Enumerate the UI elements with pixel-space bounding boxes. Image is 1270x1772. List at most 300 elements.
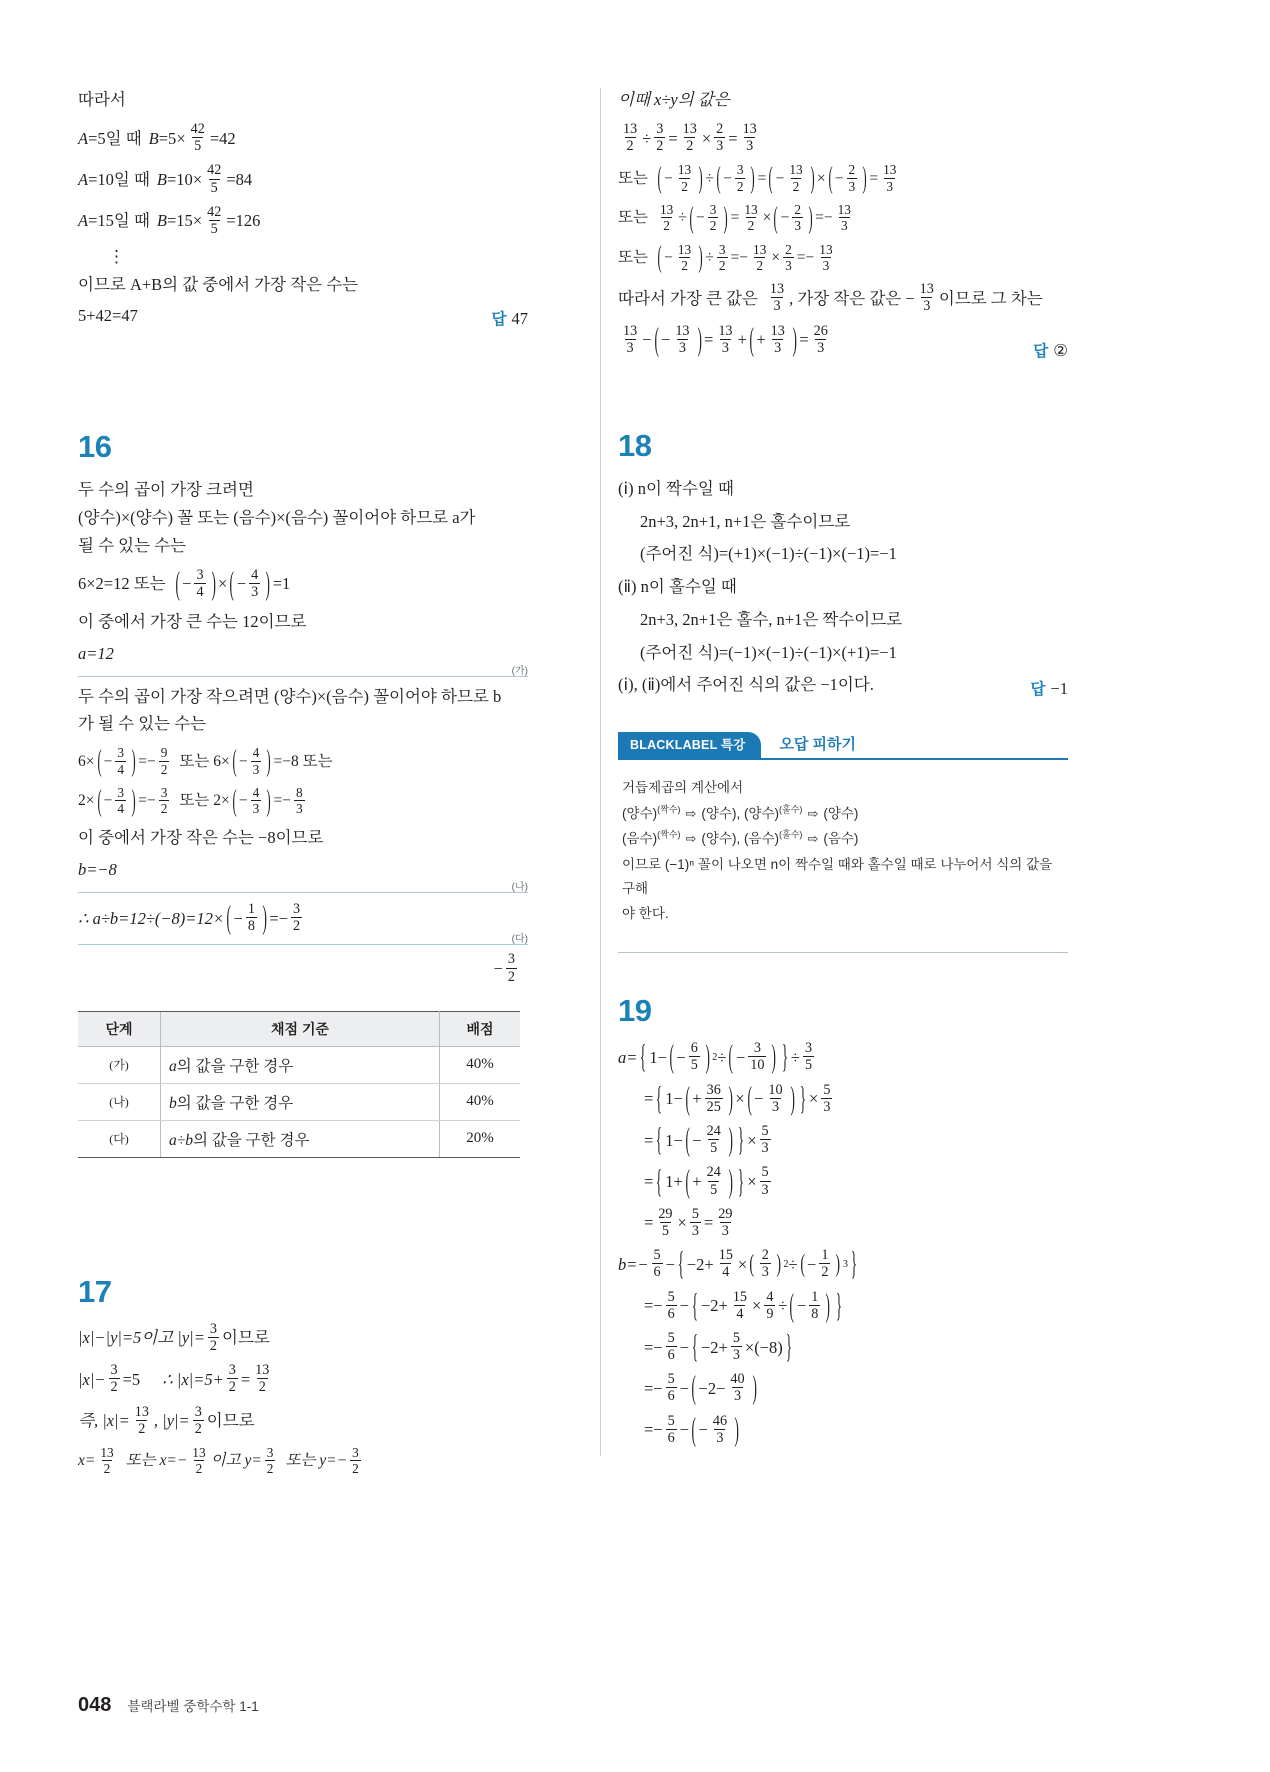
paren-close: ) [723, 200, 729, 235]
inner: −2+ [686, 1254, 714, 1274]
fraction: $\frac{3}{2}$ [507, 951, 515, 985]
problem-number: 18 [618, 427, 652, 463]
answer-label: 답 [1033, 342, 1049, 360]
paren-open: ( [790, 1285, 795, 1324]
paren-open: ( [799, 1248, 805, 1279]
var-B: B [156, 169, 167, 189]
paren-close: ) [734, 1409, 739, 1448]
alt-label: 또는 [618, 248, 648, 266]
paren-open: ( [768, 161, 774, 196]
op: = [799, 330, 809, 350]
fraction: $\frac{29}{3}$ [718, 1205, 733, 1239]
body-line: 거듭제곱의 계산에서 [622, 780, 744, 796]
cell-criterion [161, 1120, 440, 1157]
blacklabel-tab-label: BLACKLABEL 특강 [618, 732, 761, 758]
answer-tag [1033, 339, 1068, 361]
solution-text: 이 중에서 가장 큰 수는 12이므로 [78, 612, 307, 631]
tail: (−8) [754, 1337, 783, 1357]
inner: −2− [698, 1378, 726, 1398]
brace-close: } [799, 1078, 807, 1117]
op: = [704, 330, 714, 350]
rule-base: (양수) [622, 805, 658, 821]
lead: = [644, 1213, 654, 1233]
step-marker-da: (다) [511, 934, 528, 946]
rule-base: (양수) [743, 805, 780, 821]
paren-open: ( [657, 161, 662, 196]
fraction: $\frac{10}{3}$ [768, 1081, 783, 1115]
fraction: $\frac{13}{3}$ [742, 120, 757, 155]
cell-points: 40% [440, 1083, 521, 1120]
paren-close: ) [131, 783, 136, 818]
blacklabel-title: 오답 피하기 [779, 736, 857, 754]
table-row [78, 1120, 520, 1157]
fraction: $\frac{13}{3}$ [718, 322, 733, 356]
fraction: $\frac{3}{2}$ [160, 784, 168, 817]
fraction: $\frac{2}{3}$ [785, 241, 792, 273]
paren-open: ( [691, 1368, 696, 1407]
op: × [701, 128, 712, 148]
paren-close: ) [776, 1248, 781, 1279]
lead: =− [644, 1296, 663, 1316]
paren-open: ( [685, 1078, 690, 1117]
brace-close: } [738, 1119, 745, 1158]
brace-close: } [835, 1285, 843, 1324]
header-step: 단계 [78, 1011, 161, 1046]
paren-close: ) [790, 1078, 795, 1117]
rule-line-1: (양수)$^{(짝수)}$ ⇨ (양수), (양수)$^{(홀수)}$ ⇨ (양수) [622, 804, 859, 821]
blacklabel-header [618, 728, 1068, 758]
paren-close: ) [131, 744, 136, 779]
fraction: $\frac{42}{5}$ [207, 162, 222, 196]
paren-close: ) [266, 783, 271, 818]
inner: 1− [665, 1089, 683, 1109]
paren-open: ( [689, 200, 694, 235]
eq-part: 2× [78, 792, 95, 810]
cell-step: (다) [78, 1120, 161, 1157]
paren-open: ( [175, 563, 180, 602]
intro-text: 이때 x÷y의 값은 [618, 90, 730, 109]
fraction: $\frac{1}{2}$ [821, 1247, 829, 1281]
paren-open: ( [229, 563, 235, 602]
fraction: $\frac{3}{4}$ [117, 745, 125, 777]
vertical-dots: ⋮ [108, 246, 127, 266]
op: × [747, 1172, 757, 1191]
paren-open: ( [232, 744, 237, 779]
problem-17 [78, 1273, 528, 1477]
sign: − [698, 1420, 708, 1440]
cell-criterion [161, 1046, 440, 1083]
eq-part: 6× [78, 752, 95, 770]
eq-result: =126 [226, 211, 261, 231]
op: ÷ [642, 128, 652, 148]
fraction: $\frac{15}{4}$ [732, 1288, 748, 1322]
answer-label: 답 [1030, 681, 1046, 699]
eq-part: =− [138, 752, 156, 770]
paren-open: ( [716, 161, 721, 196]
sign: + [692, 1172, 702, 1191]
fraction: $\frac{13}{3}$ [769, 281, 785, 315]
op: = [703, 1213, 714, 1233]
fraction: $\frac{3}{4}$ [117, 784, 125, 817]
equation-row: $\frac{13}{3}$ − ( − $\frac{13}{3}$ ) = $\frac{13}{3}$ + ( + $\frac{13}{3}$ ) = $\frac{26}{3}$ [623, 319, 828, 358]
eq-part: =5 [158, 128, 177, 148]
eq-part: |x|−|y|=5이고 |y|= [78, 1328, 205, 1348]
blacklabel-bottom-rule [618, 952, 1068, 953]
brace-open: { [677, 1244, 685, 1282]
fraction: $\frac{1}{8}$ [811, 1288, 819, 1322]
case-line: 2n+3, 2n+1, n+1은 홀수이므로 [640, 511, 851, 531]
op: × [737, 1254, 748, 1274]
answer-label: 답 [491, 311, 507, 329]
var-B: B [156, 211, 167, 231]
answer-tag [1030, 677, 1068, 699]
equation-row [78, 203, 528, 237]
fraction: $\frac{5}{3}$ [691, 1205, 699, 1239]
fraction: $\frac{36}{25}$ [706, 1081, 721, 1115]
fraction: $\frac{4}{3}$ [251, 566, 259, 600]
fraction: $\frac{5}{3}$ [823, 1081, 831, 1115]
op: − [679, 1420, 690, 1440]
inner: 1− [649, 1047, 667, 1067]
criterion-text: 의 값을 구한 경우 [193, 1131, 310, 1149]
op: − [679, 1378, 690, 1398]
lead: =− [644, 1337, 663, 1357]
paren-open: ( [654, 319, 659, 358]
inner: −2+ [700, 1296, 728, 1316]
scoring-rubric-table [78, 1011, 520, 1158]
equation-row: 6× ( − $\frac{3}{4}$ ) =− $\frac{9}{2}$ 또는 6× ( − $\frac{4}{3}$ ) =−8 또는 [78, 744, 333, 779]
cell-step: (가) [78, 1046, 161, 1083]
equation-row [78, 1320, 528, 1354]
fraction: $\frac{46}{3}$ [712, 1412, 728, 1446]
paren-open: ( [747, 1078, 752, 1117]
fraction: $\frac{13}{2}$ [744, 202, 758, 234]
op: − [665, 1254, 675, 1274]
lead: =− [644, 1420, 663, 1440]
case-head: (ⅰ) n이 짝수일 때 [618, 478, 734, 498]
solution-text: 가 될 수 있는 수는 [78, 714, 207, 734]
paren-open: ( [828, 161, 833, 196]
alt-label: 또는 [618, 169, 648, 187]
paren-close: ) [698, 240, 703, 275]
paren-close: ) [862, 161, 867, 196]
eq-part: , |y|= [153, 1411, 190, 1431]
sign: − [692, 1130, 702, 1150]
paren-open: ( [685, 1119, 690, 1158]
fraction: $\frac{2}{3}$ [848, 162, 856, 194]
eq-part: =−8 또는 [273, 752, 333, 770]
fraction: $\frac{3}{2}$ [209, 1320, 217, 1354]
eq-part: =15 [167, 211, 193, 231]
paren-close: ) [728, 1119, 733, 1158]
inner: 1+ [665, 1172, 683, 1191]
condition-text: =15일 때 [88, 211, 150, 231]
eq-part: 즉, |x|= [78, 1411, 130, 1431]
brace-open: { [691, 1285, 699, 1324]
equation-row [78, 1444, 528, 1477]
cell-points: 20% [440, 1120, 521, 1157]
solution-text: 두 수의 곱이 가장 작으려면 (양수)×(음수) 꼴이어야 하므로 b [78, 686, 502, 706]
var-A: A [78, 128, 89, 148]
page-footer [78, 1694, 259, 1717]
eq-part: ∴ |x|=5+ [162, 1369, 224, 1389]
fraction: $\frac{3}{2}$ [656, 120, 664, 155]
op: ÷ [717, 1047, 727, 1067]
fraction: $\frac{40}{3}$ [730, 1371, 745, 1405]
fraction: $\frac{29}{5}$ [658, 1205, 673, 1239]
op: + [737, 330, 747, 350]
rule-result: (음수) [823, 831, 859, 847]
rule-exp: (짝수) [657, 804, 681, 815]
fraction: $\frac{13}{2}$ [659, 202, 674, 234]
criterion-variable: a [169, 1057, 177, 1075]
paren-close: ) [792, 319, 797, 358]
fraction: $\frac{3}{2}$ [228, 1362, 236, 1396]
paren-close: ) [265, 563, 271, 602]
fraction: $\frac{42}{5}$ [190, 120, 205, 155]
solution-text: (양수)×(양수) 꼴 또는 (음수)×(음수) 꼴이어야 하므로 a가 [78, 508, 476, 528]
fraction: $\frac{13}{3}$ [675, 322, 690, 356]
fraction: $\frac{5}{6}$ [653, 1247, 661, 1281]
var-B: B [148, 128, 159, 148]
paren-open: ( [691, 1409, 696, 1448]
arrow-icon: ⇨ [685, 805, 697, 821]
fraction: $\frac{15}{4}$ [718, 1247, 733, 1281]
fraction: $\frac{9}{2}$ [160, 745, 168, 777]
eq-part: =− [138, 792, 156, 810]
eq-part: 이므로 [221, 1328, 270, 1348]
fraction: $\frac{13}{2}$ [255, 1362, 270, 1396]
var-A: A [78, 169, 89, 189]
rule-exp: (짝수) [657, 829, 681, 840]
eq-part: 또는 y=− [285, 1452, 348, 1470]
paren-close: ) [752, 1368, 757, 1407]
times-sign: × [192, 211, 203, 231]
equation-row [618, 1205, 1068, 1239]
fraction: $\frac{13}{3}$ [883, 162, 897, 194]
paren-close: ) [772, 1037, 777, 1076]
conclusion-text: 이므로 A+B의 값 중에서 가장 작은 수는 [78, 274, 359, 294]
left-column [78, 88, 528, 1486]
paren-open: ( [97, 744, 102, 779]
eq-part: 또는 2× [179, 792, 230, 810]
paren-close: ) [825, 1285, 831, 1324]
paren-close: ) [728, 1161, 733, 1200]
case-line: (주어진 식)=(−1)×(−1)÷(−1)×(+1)=−1 [640, 642, 897, 662]
paren-close: ) [728, 1078, 733, 1117]
rule-line-2: (음수)$^{(짝수)}$ ⇨ (양수), (음수)$^{(홀수)}$ ⇨ (음수) [622, 829, 859, 847]
problem-number: 17 [78, 1273, 112, 1309]
fraction: $\frac{13}{2}$ [753, 241, 767, 273]
fraction: $\frac{13}{3}$ [623, 322, 638, 356]
op: × [747, 1130, 757, 1150]
criterion-text: 의 값을 구한 경우 [176, 1057, 294, 1075]
eq-part: =− [273, 792, 291, 810]
solution-text: 될 수 있는 수는 [78, 535, 187, 555]
paren-close: ) [835, 1248, 841, 1279]
fraction: $\frac{1}{8}$ [247, 901, 255, 935]
rule-base: (음수) [622, 831, 658, 847]
op: × [744, 1337, 755, 1357]
fraction: $\frac{13}{3}$ [770, 322, 785, 356]
value-b: b=−8 [78, 860, 117, 880]
blacklabel-body [618, 760, 1068, 942]
intro-text: 따라서 [78, 90, 126, 109]
paren-open: ( [232, 783, 237, 818]
continued-solution-left [78, 88, 528, 328]
fraction: $\frac{2}{3}$ [761, 1247, 769, 1281]
eq-result: =42 [209, 128, 236, 148]
table-row [78, 1083, 520, 1120]
conclusion-text: (ⅰ), (ⅱ)에서 주어진 식의 값은 −1이다. [618, 675, 874, 695]
fraction: $\frac{4}{3}$ [252, 784, 260, 817]
equation-row: 6×2=12 또는 ( − $\frac{3}{4}$ ) × ( − $\frac{4}{3}$ ) =1 [78, 563, 291, 602]
sign: + [692, 1089, 702, 1109]
paren-close: ) [808, 200, 813, 235]
body-line: 이므로 (−1)ⁿ 꼴이 나오면 n이 짝수일 때와 홀수일 때로 나누어서 식의 값을 구해 [622, 857, 1053, 896]
fraction: $\frac{3}{4}$ [196, 566, 204, 600]
paren-close: ) [810, 161, 815, 196]
op: = [668, 128, 678, 148]
fraction: $\frac{13}{2}$ [677, 241, 692, 273]
op: = [728, 128, 738, 148]
fraction: $\frac{26}{3}$ [813, 322, 828, 356]
fraction: $\frac{3}{5}$ [804, 1040, 813, 1074]
var-A: A [78, 211, 89, 231]
cell-points: 40% [440, 1046, 521, 1083]
rule-exp: (홀수) [779, 829, 803, 840]
book-title: 블랙라벨 중학수학 1-1 [127, 1699, 259, 1714]
brace-open: { [656, 1161, 663, 1200]
equation-row [78, 120, 528, 155]
sign: − [754, 1089, 764, 1109]
arrow-icon: ⇨ [807, 805, 819, 821]
brace-close: } [738, 1161, 745, 1200]
paren-close: ) [697, 319, 702, 358]
fraction: $\frac{13}{2}$ [623, 120, 638, 155]
fraction: $\frac{3}{2}$ [110, 1362, 118, 1396]
equation-row [618, 1326, 1068, 1365]
eq-part: 이고 y= [210, 1452, 262, 1470]
right-column [618, 88, 1068, 1456]
case-head: (ⅱ) n이 홀수일 때 [618, 577, 737, 597]
times-sign: × [176, 128, 186, 148]
equation-row: a= { 1− ( − $\frac{6}{5}$ ) 2 ÷ ( − $\frac{3}{10}$ ) } ÷ $\frac{3}{5}$ [618, 1037, 813, 1076]
eq-result: =84 [226, 169, 253, 189]
fraction: $\frac{5}{6}$ [667, 1371, 675, 1405]
problem-number: 16 [78, 429, 112, 465]
op: × [809, 1089, 819, 1109]
table-row [78, 1046, 520, 1083]
fraction: $\frac{3}{10}$ [750, 1040, 765, 1074]
op: − [679, 1337, 690, 1357]
alt-label: 또는 [618, 209, 648, 227]
brace-open: { [656, 1078, 663, 1117]
paren-close: ) [266, 744, 271, 779]
op: × [735, 1089, 745, 1109]
eq-part: |x|− [78, 1369, 106, 1389]
criterion-variable: a÷b [169, 1131, 194, 1149]
paren-open: ( [773, 200, 779, 235]
conclusion-row [618, 283, 1068, 314]
criterion-variable: b [169, 1094, 177, 1112]
eq-part: 또는 x=− [125, 1452, 188, 1470]
eq-part: ∴ a÷b=12÷(−8)=12× [78, 908, 225, 928]
fraction: $\frac{13}{3}$ [837, 202, 851, 234]
fraction: $\frac{13}{2}$ [682, 120, 697, 155]
op: × [677, 1213, 687, 1233]
fraction: $\frac{4}{3}$ [252, 745, 260, 777]
op: − [679, 1296, 690, 1316]
lead: b=− [618, 1254, 649, 1274]
op: ÷ [788, 1254, 798, 1274]
lead: = [644, 1172, 654, 1191]
paren-open: ( [685, 1161, 690, 1200]
inner: −2+ [700, 1337, 728, 1357]
brace-close: } [781, 1037, 789, 1076]
equation-row [78, 1364, 528, 1395]
concl-text: , 가장 작은 값은 − [789, 288, 915, 308]
answer-value: −1 [1050, 679, 1068, 699]
answer-tag [492, 307, 528, 329]
step-divider-da [78, 934, 528, 946]
fraction: $\frac{13}{2}$ [789, 162, 803, 194]
fraction: $\frac{3}{2}$ [352, 1444, 359, 1477]
paren-open: ( [226, 897, 231, 936]
continued-solution-right [618, 88, 1068, 360]
fraction: $\frac{3}{2}$ [266, 1444, 274, 1477]
equation-row: 또는 ( − $\frac{13}{2}$ ) ÷ $\frac{3}{2}$ =− $\frac{13}{2}$ × $\frac{2}{3}$ =− $\frac{13}{3}$ [618, 240, 833, 275]
paren-open: ( [657, 240, 662, 275]
fraction: $\frac{2}{3}$ [794, 202, 801, 234]
fraction: $\frac{24}{5}$ [706, 1123, 721, 1157]
answer-value: ② [1053, 340, 1068, 360]
fraction: $\frac{13}{2}$ [134, 1403, 149, 1437]
fraction: $\frac{3}{2}$ [194, 1403, 202, 1437]
criterion-text: 의 값을 구한 경우 [176, 1094, 294, 1112]
fraction: $\frac{4}{9}$ [766, 1288, 774, 1322]
op: − [642, 330, 652, 350]
final-answer-value: − $\frac{3}{2}$ [493, 951, 515, 985]
final-equation: 5+42=47 [78, 305, 138, 325]
brace-close: } [850, 1244, 858, 1282]
paren-open: ( [97, 783, 102, 818]
case-line: 2n+3, 2n+1은 홀수, n+1은 짝수이므로 [640, 609, 903, 629]
fraction: $\frac{3}{2}$ [736, 162, 744, 194]
fraction: $\frac{5}{3}$ [761, 1123, 769, 1157]
case-line: (주어진 식)=(+1)×(−1)÷(−1)×(−1)=−1 [640, 544, 897, 564]
fraction: $\frac{13}{3}$ [819, 241, 833, 273]
equation-row: 또는 $\frac{13}{2}$ ÷ ( − $\frac{3}{2}$ ) = $\frac{13}{2}$ × ( − $\frac{2}{3}$ ) =− $\frac{13}{3}$ [618, 200, 851, 235]
answer-value: 47 [511, 309, 528, 329]
equation-row [618, 120, 1068, 155]
body-line: 야 한다. [622, 906, 669, 922]
header-points: 배점 [440, 1011, 521, 1046]
lead: a= [618, 1047, 638, 1067]
lead: = [644, 1130, 654, 1150]
eq-part: =− [269, 908, 289, 928]
op: × [752, 1296, 762, 1316]
table-header-row [78, 1011, 520, 1046]
fraction: $\frac{3}{2}$ [718, 241, 726, 273]
inner: 1− [665, 1130, 683, 1150]
lead: =− [644, 1378, 663, 1398]
value-a: a=12 [78, 643, 114, 663]
problem-18 [618, 427, 1068, 699]
condition-text: =5일 때 [88, 128, 142, 148]
eq-result: =1 [272, 574, 291, 594]
lead: = [644, 1089, 654, 1109]
